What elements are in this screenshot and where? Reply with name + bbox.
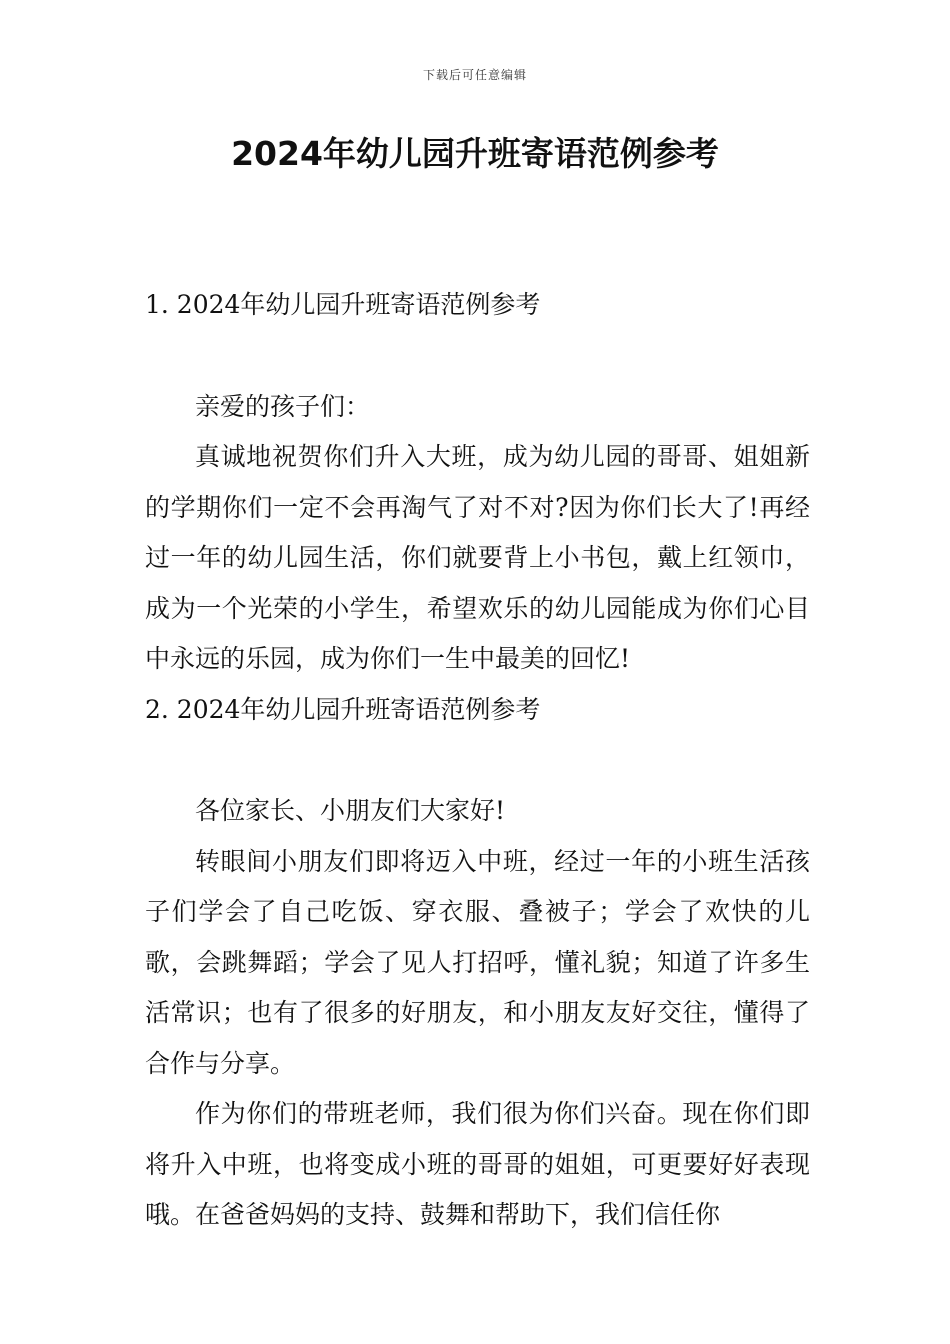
- section-2: [145, 685, 810, 1241]
- header-note: 下载后可任意编辑: [422, 68, 527, 82]
- spacer: [145, 735, 810, 786]
- paragraph-greeting: 亲爱的孩子们：: [195, 391, 371, 421]
- document-title: 2024年幼儿园升班寄语范例参考: [231, 134, 719, 173]
- section-heading: 2. 2024年幼儿园升班寄语范例参考: [145, 694, 541, 724]
- paragraph-greeting: 各位家长、小朋友们大家好!: [195, 796, 506, 825]
- section-heading: 1. 2024年幼儿园升班寄语范例参考: [145, 290, 541, 319]
- paragraph: 作为你们的带班老师，我们很为你们兴奋。现在你们即将升入中班，也将变成小班的哥哥的姐姐，可更要好好表现哦。在爸爸妈妈的支持、鼓舞和帮助下，我们信任你: [145, 1099, 810, 1229]
- paragraph: 真诚地祝贺你们升入大班，成为幼儿园的哥哥、姐姐新的学期你们一定不会再淘气了对不对?因为你们长大了!再经过一年的幼儿园生活，你们就要背上小书包，戴上红领巾，成为一个光荣的小学生，希望欢乐的幼儿园能成为你们心目中永远的乐园，成为你们一生中最美的回忆!: [145, 442, 810, 673]
- document-body: [145, 280, 810, 1241]
- paragraph: 转眼间小朋友们即将迈入中班，经过一年的小班生活孩子们学会了自己吃饭、穿衣服、叠被子；学会了欢快的儿歌，会跳舞蹈；学会了见人打招呼，懂礼貌；知道了许多生活常识；也有了很多的好朋友，和小朋友友好交往，懂得了合作与分享。: [145, 846, 810, 1078]
- spacer: [145, 331, 810, 382]
- section-1: [145, 280, 810, 685]
